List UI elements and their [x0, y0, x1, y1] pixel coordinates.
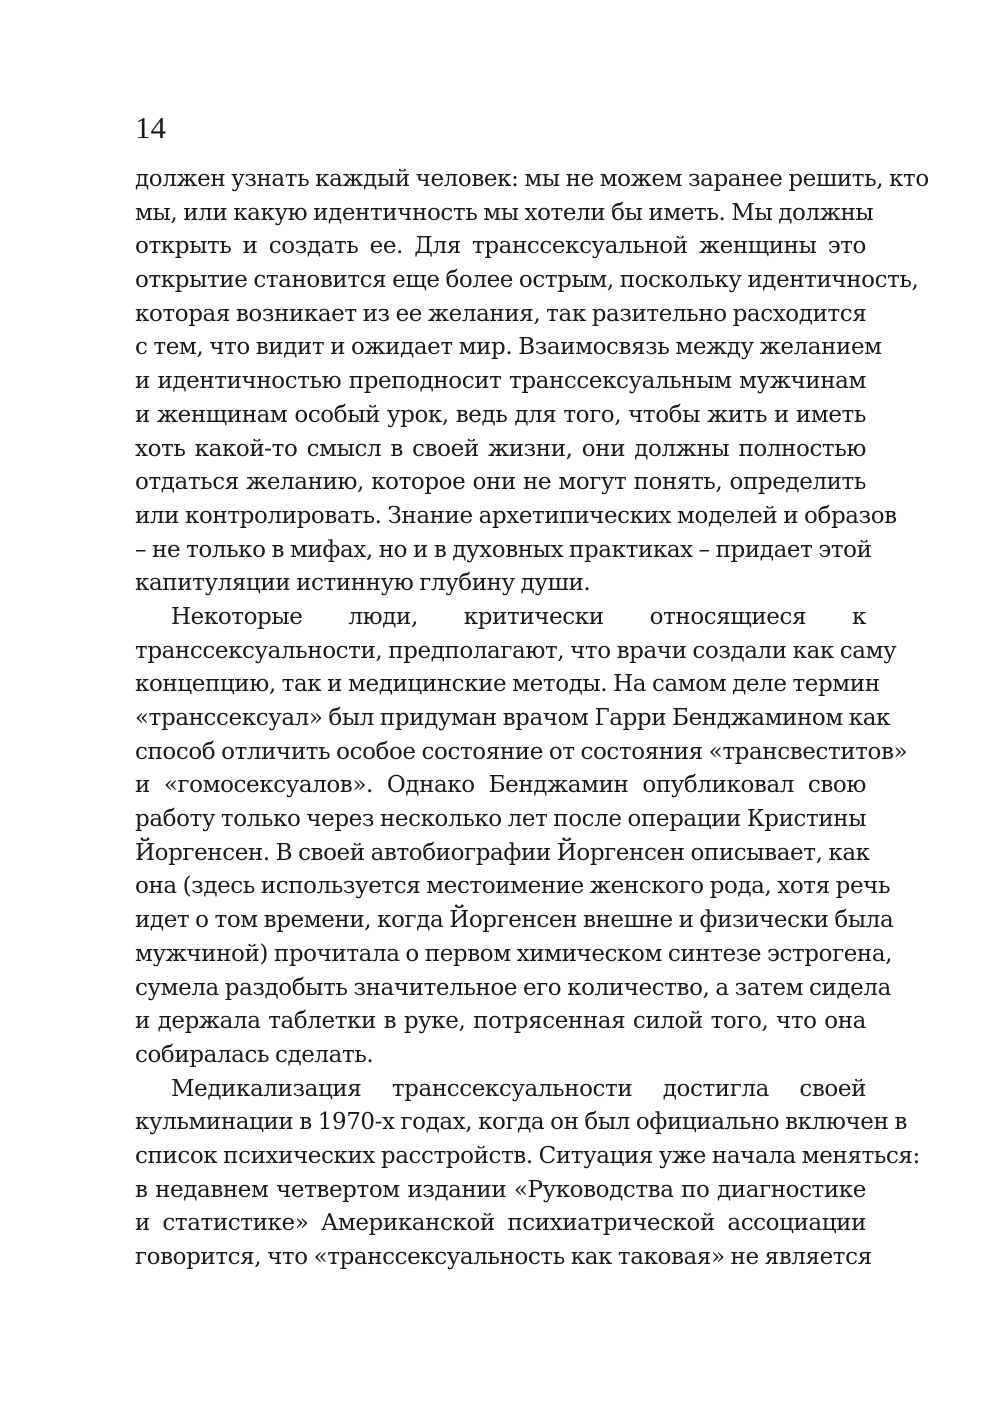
text-line: сумела раздобыть значительное его количество, а затем сидела — [135, 974, 891, 1001]
text-line: список психических расстройств. Ситуация уже начала меняться: — [135, 1142, 920, 1169]
text-line: кульминации в 1970-х годах, когда он был официально включен в — [135, 1109, 907, 1136]
text-line: и «гомосексуалов». Однако Бенджамин опубликовал свою — [135, 772, 866, 799]
text-line: мы, или какую идентичность мы хотели бы иметь. Мы должны — [135, 199, 874, 226]
text-line: способ отличить особое состояние от состояния «трансвеститов» — [135, 738, 908, 765]
body-text — [135, 163, 929, 1275]
text-line: «транссексуал» был придуман врачом Гарри Бенджамином как — [135, 705, 891, 731]
text-line: и идентичностью преподносит транссексуальным мужчинам — [135, 368, 866, 395]
text-line: открытие становится еще более острым, поскольку идентичность, — [135, 267, 919, 294]
text-line: Медикализация транссексуальности достигла своей — [171, 1075, 866, 1102]
text-line: которая возникает из ее желания, так разительно расходится — [135, 300, 867, 327]
text-line: – не только в мифах, но и в духовных практиках – придает этой — [135, 536, 872, 563]
text-line: с тем, что видит и ожидает мир. Взаимосвязь между желанием — [135, 334, 882, 361]
text-line: идет о том времени, когда Йоргенсен внешне и физически была — [135, 907, 894, 934]
text-line: и женщинам особый урок, ведь для того, чтобы жить и иметь — [135, 401, 866, 428]
text-line: капитуляции истинную глубину души. — [135, 570, 591, 597]
text-line: транссексуальности, предполагают, что врачи создали как саму — [135, 637, 897, 664]
text-line: собиралась сделать. — [135, 1041, 374, 1068]
text-line: мужчиной) прочитала о первом химическом синтезе эстрогена, — [135, 940, 893, 967]
text-line: Некоторые люди, критически относящиеся к — [171, 603, 866, 630]
text-line: должен узнать каждый человек: мы не можем заранее решить, кто — [135, 166, 929, 192]
text-line: Йоргенсен. В своей автобиографии Йоргенсен описывает, как — [135, 839, 870, 866]
text-line: в недавнем четвертом издании «Руководства по диагностике — [135, 1176, 866, 1203]
page-number: 14 — [135, 110, 166, 145]
text-line: и держала таблетки в руке, потрясенная силой того, что она — [135, 1008, 866, 1035]
text-line: работу только через несколько лет после операции Кристины — [135, 806, 867, 833]
text-line: она (здесь используется местоимение женского рода, хотя речь — [135, 873, 891, 900]
text-line: отдаться желанию, которое они не могут понять, определить — [135, 469, 866, 496]
text-line: хоть какой-то смысл в своей жизни, они должны полностью — [135, 435, 866, 462]
text-line: говорится, что «транссексуальность как таковая» не является — [135, 1244, 872, 1270]
text-line: и статистике» Американской психиатрической ассоциации — [135, 1210, 866, 1237]
text-line: или контролировать. Знание архетипических моделей и образов — [135, 502, 897, 529]
text-line: открыть и создать ее. Для транссексуальной женщины это — [135, 233, 866, 260]
text-line: концепцию, так и медицинские методы. На самом деле термин — [135, 671, 880, 698]
